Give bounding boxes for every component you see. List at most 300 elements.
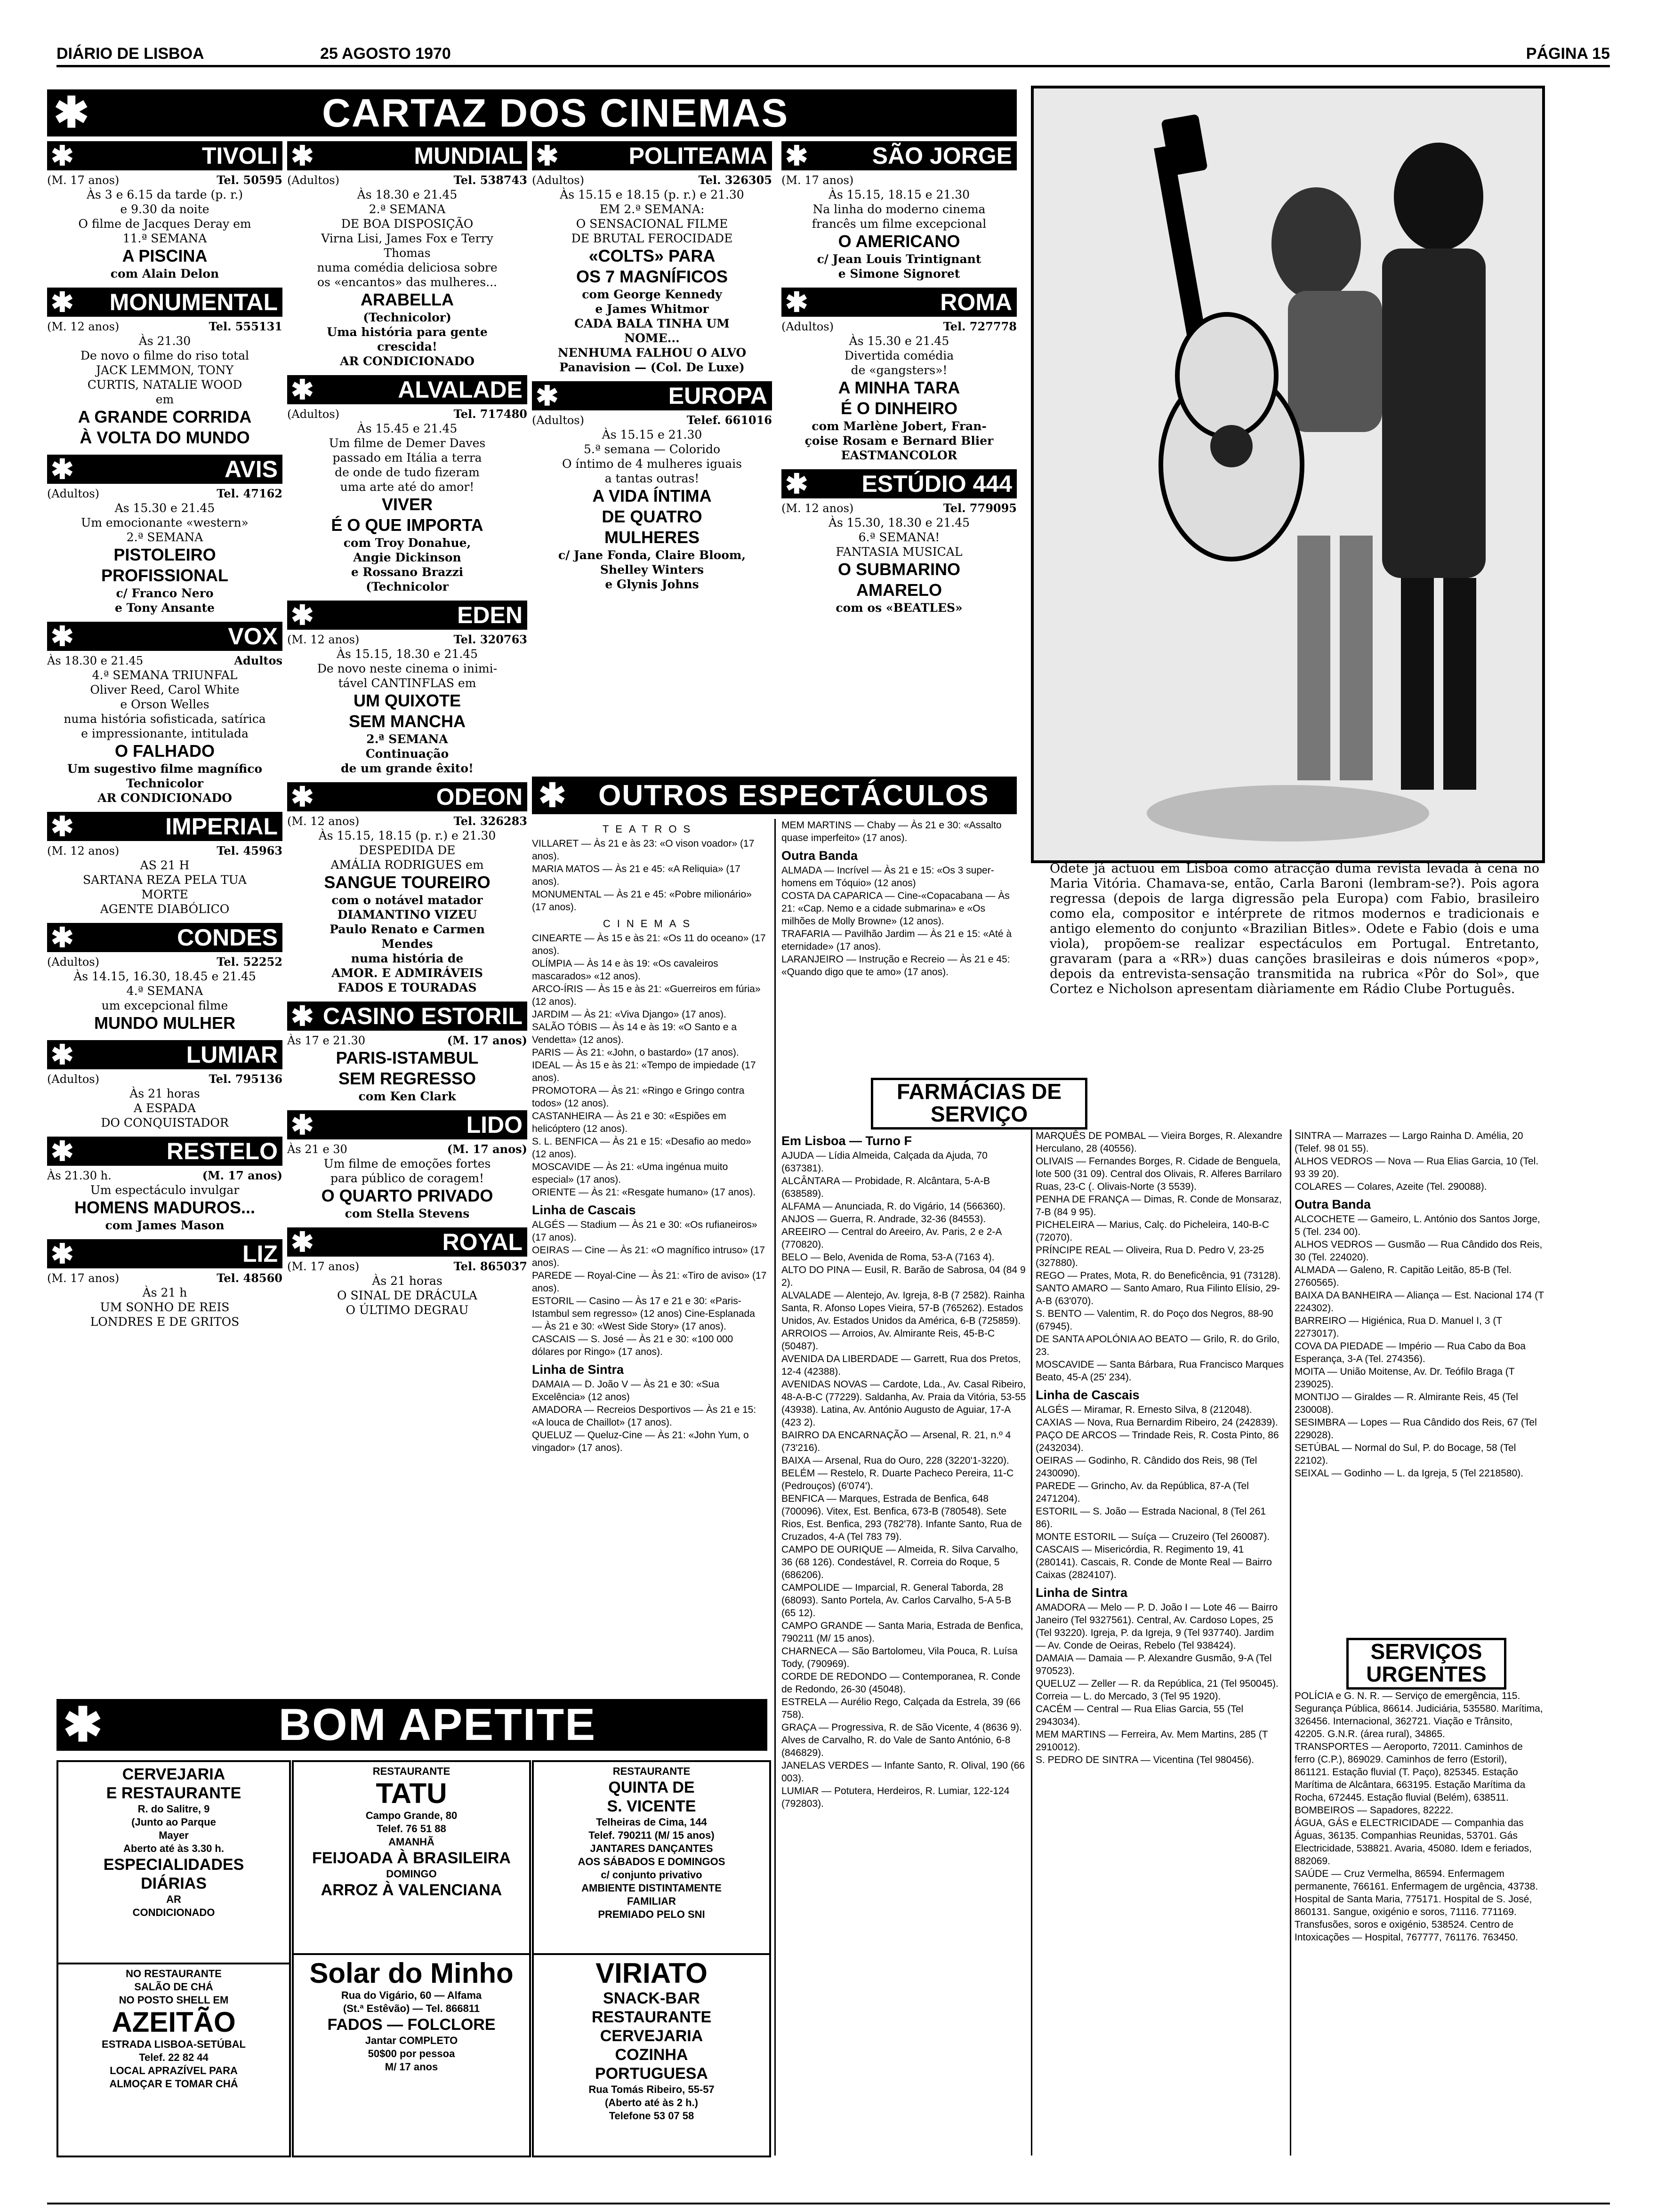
listing-credit: e Glynis Johns <box>605 577 699 591</box>
cinema-info-row <box>47 1169 282 1183</box>
ad-line: DOMINGO <box>386 1868 437 1880</box>
age-rating: (M. 12 anos) <box>287 633 360 646</box>
listing-credit: (Technicolor) <box>363 311 451 324</box>
listing-line: Às 21 horas <box>129 1087 200 1100</box>
listing-line: JACK LEMMON, TONY <box>96 363 234 377</box>
farmacia-entry: MEM MARTINS — Ferreira, Av. Mem Martins, 285 (T 2910012). <box>1036 1729 1268 1753</box>
farmacia-entry: BAIXA — Arsenal, Rua do Ouro, 228 (3220'1-3220). <box>781 1455 1009 1466</box>
ad-line: Telef. 22 82 44 <box>139 2052 209 2063</box>
cinema-listing <box>47 455 282 615</box>
farmacia-entry: REGO — Prates, Mota, R. do Beneficência, 91 (73128). <box>1036 1270 1281 1281</box>
servico-entry: BOMBEIROS — Sapadores, 82222. <box>1295 1805 1454 1816</box>
farmacia-entry: ESTORIL — S. João — Estrada Nacional, 8 (Tel 261 86). <box>1036 1506 1266 1530</box>
outra-banda-entry: ALMADA — Incrível — Às 21 e 15: «Os 3 super-homens em Tóquio» (12 anos) <box>781 865 994 889</box>
cinema-entry: S. L. BENFICA — Às 21 e 15: «Desafio ao medo» (12 anos). <box>532 1136 751 1160</box>
age-rating: (M. 12 anos) <box>287 815 360 828</box>
listing-credit: c/ Jane Fonda, Claire Bloom, <box>558 548 746 562</box>
age-rating: Às 17 e 21.30 <box>287 1034 365 1047</box>
bom-apetite-banner <box>56 1699 767 1751</box>
farmacia-entry: SINTRA — Marrazes — Largo Rainha D. Amélia, 20 (Telef. 98 01 55). <box>1295 1130 1523 1154</box>
cinema-entry: ORIENTE — Às 21: «Resgate humano» (17 anos). <box>532 1187 756 1198</box>
ad-line: FADOS — FOLCLORE <box>327 2016 496 2034</box>
listing-line: Às 15.15, 18.15 (p. r.) e 21.30 <box>318 829 496 842</box>
listing-line: e impressionante, intitulada <box>81 727 249 740</box>
ad-line: VIRIATO <box>595 1957 708 1989</box>
cinema-listing <box>781 141 1017 281</box>
ad-line: SNACK-BAR <box>603 1989 700 2007</box>
cinema-name: SÃO JORGE <box>872 143 1012 169</box>
farmacias-column-2 <box>1036 1130 1285 2156</box>
listing-line: AS 21 H <box>140 858 190 872</box>
listing-line: LONDRES E DE GRITOS <box>90 1315 240 1329</box>
cartaz-title: CARTAZ DOS CINEMAS <box>322 90 789 135</box>
listing-credit: NOME... <box>624 331 680 345</box>
listing-credit: de um grande êxito! <box>340 761 474 775</box>
phone-number: Tel. 326283 <box>453 814 527 828</box>
ad-line: 50$00 por pessoa <box>368 2048 455 2060</box>
listing-line: 11.ª SEMANA <box>122 232 207 245</box>
listing-line: O filme de Jacques Deray em <box>78 217 251 231</box>
cinema-header <box>47 141 282 170</box>
cinema-name: EUROPA <box>668 383 767 409</box>
asterisk-icon: ✱ <box>536 141 559 170</box>
listing-credit: com o notável matador <box>331 893 483 907</box>
cinema-name: ROYAL <box>442 1229 523 1255</box>
farmacia-entry: CAMPO GRANDE — Santa Maria, Estrada de Benfica, 790211 (M/ 15 anos). <box>781 1620 1023 1644</box>
listing-line: MORTE <box>141 888 188 901</box>
cinema-name: LIZ <box>242 1241 278 1267</box>
ad-line: Rua do Vigário, 60 — Alfama <box>341 1989 482 2001</box>
asterisk-icon: ✱ <box>291 601 314 630</box>
cinema-listing <box>287 1002 527 1104</box>
age-rating: (Adultos) <box>47 955 99 969</box>
cinema-header <box>47 923 282 952</box>
cinema-header <box>47 812 282 841</box>
cinema-info-row <box>781 173 1017 187</box>
farmacia-entry: MONTE ESTORIL — Suíça — Cruzeiro (Tel 260087). <box>1036 1531 1270 1542</box>
listing-line: Às 15.30, 18.30 e 21.45 <box>828 516 970 529</box>
teatros-heading: TEATROS <box>602 823 697 835</box>
asterisk-icon: ✱ <box>785 469 808 498</box>
ad-line: Jantar COMPLETO <box>365 2035 458 2046</box>
cinema-info-row <box>47 1271 282 1285</box>
farmacia-entry: SETÚBAL — Normal do Sul, P. do Bocage, 58 (Tel 22102). <box>1295 1443 1516 1466</box>
film-title: O AMERICANO <box>838 232 960 251</box>
listing-line: de «gangsters»! <box>851 363 948 377</box>
ad-line: ESPECIALIDADES <box>103 1856 244 1874</box>
farmacia-entry: PENHA DE FRANÇA — Dimas, R. Conde de Monsaraz, 7-B (84 9 95). <box>1036 1194 1282 1218</box>
farmacia-entry: ANJOS — Guerra, R. Andrade, 32-36 (84553). <box>781 1214 986 1225</box>
film-title: A GRANDE CORRIDA <box>78 407 252 426</box>
cinema-header <box>532 381 772 410</box>
listing-line: Oliver Reed, Carol White <box>90 683 240 697</box>
listing-line: Virna Lisi, James Fox e Terry <box>321 232 493 245</box>
cinema-listing <box>781 469 1017 615</box>
listing-credit: numa história de <box>351 952 464 965</box>
column-rule <box>1290 1130 1291 2156</box>
farmacia-entry: GRAÇA — Progressiva, R. de São Vicente, 4 (8636 9). Alves de Carvalho, R. do Vale de Santo António, 6-8 (846829). <box>781 1722 1022 1758</box>
farmacias-column-3 <box>1295 1130 1544 1610</box>
running-head <box>56 45 1610 64</box>
farmacia-entry: SESIMBRA — Lopes — Rua Cândido dos Reis, 67 (Tel 229028). <box>1295 1417 1537 1441</box>
farmacia-entry: S. PEDRO DE SINTRA — Vicentina (Tel 980456). <box>1036 1755 1255 1765</box>
ad-cervejaria <box>56 1760 291 1964</box>
ad-line: c/ conjunto privativo <box>601 1869 702 1881</box>
photo-illustration <box>1034 88 1542 860</box>
cinemas-heading: CINEMAS <box>603 918 697 930</box>
asterisk-icon: ✱ <box>539 777 566 814</box>
mem-martins-entry: MEM MARTINS — Chaby — Às 21 e 30: «Assalto quase imperfeito» (17 anos). <box>781 820 1002 843</box>
farmacia-entry: ESTRELA — Aurélio Rego, Calçada da Estrela, 39 (66 758). <box>781 1697 1021 1720</box>
cinema-listing <box>47 622 282 805</box>
cinema-header <box>47 288 282 317</box>
phone-number: Tel. 779095 <box>943 501 1017 515</box>
cinema-header <box>287 782 527 811</box>
cinema-name: EDEN <box>457 602 523 628</box>
cinema-header <box>287 141 527 170</box>
cinema-listing <box>287 601 527 776</box>
ad-line: (St.ª Estêvão) — Tel. 866811 <box>343 2003 480 2014</box>
outra-banda-entry: LARANJEIRO — Instrução e Recreio — Às 21 e 45: «Quando digo que te amo» (17 anos). <box>781 954 1010 978</box>
cinema-header <box>287 601 527 630</box>
farmacia-entry: PAÇO DE ARCOS — Trindade Reis, R. Costa Pinto, 86 (2432034). <box>1036 1430 1279 1453</box>
listing-credit: 2.ª SEMANA <box>366 732 448 746</box>
film-title: ARABELLA <box>361 290 454 309</box>
farmacia-entry: ALCÂNTARA — Probidade, R. Alcântara, 5-A-B (638589). <box>781 1176 990 1199</box>
cinema-listing <box>47 1040 282 1130</box>
farmacia-entry: SEIXAL — Godinho — L. da Igreja, 5 (Tel 2218580). <box>1295 1468 1524 1479</box>
cinema-name: CONDES <box>177 924 278 951</box>
cinema-name: RESTELO <box>166 1138 278 1164</box>
ad-line: FEIJOADA À BRASILEIRA <box>312 1849 511 1867</box>
farm-cascais-heading: Linha de Cascais <box>1036 1388 1140 1402</box>
age-rating: Às 21.30 h. <box>47 1169 112 1182</box>
farmacia-entry: MARQUÊS DE POMBAL — Vieira Borges, R. Alexandre Herculano, 28 (40556). <box>1036 1130 1283 1154</box>
film-title: PARIS-ISTAMBUL <box>336 1048 479 1067</box>
cinema-info-row <box>47 320 282 334</box>
age-rating: Às 18.30 e 21.45 <box>47 654 144 667</box>
listing-credit: NENHUMA FALHOU O ALVO <box>557 346 747 360</box>
asterisk-icon: ✱ <box>51 1040 74 1069</box>
farmacia-entry: AVENIDAS NOVAS — Cardote, Lda., Av. Casal Ribeiro, 48-A-B-C (77229). Saldanha, Av. Praia da Vitória, 53-55 (43938). Latina, Av. António Augusto de Aguiar, 17-A (423 2). <box>781 1379 1026 1428</box>
cinema-name: VOX <box>228 623 278 649</box>
listing-credit: e Simone Signoret <box>838 267 960 281</box>
ad-line: JANTARES DANÇANTES <box>590 1843 713 1854</box>
listing-credit: com os «BEATLES» <box>836 601 963 615</box>
cinema-listing <box>781 288 1017 463</box>
farmacia-entry: AMADORA — Melo — P. D. João I — Lote 46 — Bairro Janeiro (Tel 9327561). Central, Av. Cardoso Lopes, 25 (Tel 93220). Igreja, P. da Igreja, 9 (Tel 937740). Jardim — Av. Conde de Oeiras, Rebelo (Tel 938424). <box>1036 1602 1278 1651</box>
cinema-header <box>532 141 772 170</box>
listing-credit: Paulo Renato e Carmen <box>330 922 485 936</box>
ad-line: PORTUGUESA <box>595 2065 708 2083</box>
farmacia-entry: DE SANTA APOLÓNIA AO BEATO — Grilo, R. do Grilo, 23. <box>1036 1334 1280 1357</box>
asterisk-icon: ✱ <box>291 782 314 811</box>
servico-entry: TRANSPORTES — Aeroporto, 72011. Caminhos de ferro (C.P.), 869029. Caminhos de ferro (Estoril), 861121. Estação fluvial (T. Paço), 825345. Estação Marítima de Alcântara, 663195. Estação Marítima da Rocha, 672445. Estação fluvial (Belém), 638511. <box>1295 1741 1526 1803</box>
cinema-name: ROMA <box>940 289 1012 315</box>
listing-line: um excepcional filme <box>101 999 228 1012</box>
cinema-header <box>287 1227 527 1257</box>
cinema-listing <box>47 812 282 916</box>
servicos-column <box>1295 1690 1544 2151</box>
cinema-header <box>781 469 1017 498</box>
listing-line: EM 2.ª SEMANA: <box>599 202 705 216</box>
phone-number: Tel. 795136 <box>209 1072 282 1086</box>
cinema-listing <box>47 141 282 281</box>
farmacia-entry: ALHOS VEDROS — Nova — Rua Elias Garcia, 10 (Tel. 93 39 20). <box>1295 1156 1539 1179</box>
cinema-name: POLITEAMA <box>628 143 767 169</box>
servico-entry: POLÍCIA e G. N. R. — Serviço de emergência, 115. Segurança Pública, 86614. Judiciária, 535580. Marítima, 326456. Internacional, 362721. Viação e Trânsito, 42205. G.N.R. (área rural), 34865. <box>1295 1691 1543 1739</box>
listing-credit: (Technicolor <box>366 580 449 593</box>
ad-line: NO POSTO SHELL EM <box>119 1994 229 2006</box>
listing-line: Um filme de emoções fortes <box>323 1157 491 1170</box>
farmacia-entry: MOSCAVIDE — Santa Bárbara, Rua Francisco Marques Beato, 45-A (25' 234). <box>1036 1359 1284 1383</box>
film-title: A MINHA TARA <box>838 378 960 397</box>
farmacia-entry: BELÉM — Restelo, R. Duarte Pacheco Pereira, 11-C (Pedrouços) (6'074'). <box>781 1468 1014 1491</box>
sintra-entry: DAMAIA — D. João V — Às 21 e 30: «Sua Excelência» (12 anos) <box>532 1379 720 1403</box>
phone-number: (M. 17 anos) <box>202 1169 282 1182</box>
cinema-column-4 <box>781 141 1017 753</box>
teatro-entry: MONUMENTAL — Às 21 e 45: «Pobre milionário» (17 anos). <box>532 889 752 913</box>
cinema-listing <box>532 141 772 375</box>
cinema-name: TIVOLI <box>201 143 278 169</box>
listing-line: DO CONQUISTADOR <box>101 1116 229 1130</box>
asterisk-icon: ✱ <box>536 381 559 410</box>
listing-credit: CADA BALA TINHA UM <box>574 317 730 330</box>
ad-line: RESTAURANTE <box>612 1765 691 1777</box>
cascais-entry: PAREDE — Royal-Cine — Às 21: «Tiro de aviso» (17 anos). <box>532 1270 767 1294</box>
farmacia-entry: ARROIOS — Arroios, Av. Almirante Reis, 45-B-C (50487). <box>781 1328 995 1352</box>
listing-line: De novo o filme do riso total <box>80 349 249 362</box>
ad-solar-do-minho <box>292 1953 531 2157</box>
listing-credit: AR CONDICIONADO <box>97 791 232 805</box>
listing-line: Às 15.15 e 21.30 <box>602 428 702 441</box>
ad-quinta-sao-vicente <box>532 1760 771 1955</box>
ad-line: CONDICIONADO <box>132 1907 215 1918</box>
listing-line: Às 21.30 <box>138 334 191 348</box>
ad-line: Campo Grande, 80 <box>365 1810 458 1821</box>
age-rating: (Adultos) <box>532 174 584 187</box>
film-title: SEM REGRESSO <box>338 1069 476 1088</box>
age-rating: (M. 17 anos) <box>781 174 854 187</box>
paper-name: DIÁRIO DE LISBOA <box>56 45 204 63</box>
cinema-info-row <box>47 487 282 501</box>
listing-credit: com Ken Clark <box>358 1090 456 1103</box>
listing-line: a tantas outras! <box>604 472 700 485</box>
cinema-header <box>47 455 282 484</box>
listing-line: Às 15.15, 18.30 e 21.45 <box>336 647 478 661</box>
farm-sintra-heading: Linha de Sintra <box>1036 1586 1128 1600</box>
listing-line: Às 15.30 e 21.45 <box>849 334 949 348</box>
asterisk-icon: ✱ <box>291 1110 314 1139</box>
cinema-listing <box>47 288 282 448</box>
asterisk-icon: ✱ <box>51 141 74 170</box>
cinema-entry: CINEARTE — Às 15 e às 21: «Os 11 do oceano» (17 anos). <box>532 933 766 956</box>
cinema-header <box>47 622 282 651</box>
age-rating: (Adultos) <box>287 408 339 421</box>
listing-line: 5.ª semana — Colorido <box>583 442 721 456</box>
cinema-info-row <box>287 1034 527 1048</box>
cinema-info-row <box>532 173 772 187</box>
cinema-entry: CASTANHEIRA — Às 21 e 30: «Espiões em helicóptero (12 anos). <box>532 1111 726 1134</box>
cinema-header <box>287 375 527 404</box>
film-title: PROFISSIONAL <box>101 566 229 585</box>
cinema-listing <box>287 1110 527 1221</box>
listing-line: Às 18.30 e 21.45 <box>357 188 458 201</box>
cinema-name: MONUMENTAL <box>109 289 278 315</box>
film-title: O QUARTO PRIVADO <box>321 1186 493 1205</box>
ad-azeitao <box>56 1963 291 2157</box>
listing-line: francês um filme excepcional <box>812 217 987 231</box>
listing-credit: com Marlène Jobert, Fran- <box>812 419 987 433</box>
ad-line: CERVEJARIA <box>600 2027 703 2045</box>
asterisk-icon: ✱ <box>51 288 74 317</box>
listing-line: Às 21 horas <box>372 1274 442 1288</box>
phone-number: Tel. 727778 <box>943 320 1017 333</box>
cinema-info-row <box>287 1259 527 1274</box>
listing-credit: EASTMANCOLOR <box>841 449 957 462</box>
phone-number: Tel. 50595 <box>217 173 282 187</box>
servico-entry: ÁGUA, GÁS e ELECTRICIDADE — Companhia das Águas, 36135. Companhias Reunidas, 53701. Gás Electricidade, 538821. Avaria, 45080. Idem e feriados, 882069. <box>1295 1818 1532 1867</box>
listing-credit: com Troy Donahue, <box>343 536 471 550</box>
cinema-column-2 <box>287 141 527 1638</box>
ad-line: AOS SÁBADOS E DOMINGOS <box>578 1856 725 1867</box>
ad-line: Telefone 53 07 58 <box>609 2110 694 2122</box>
listing-line: Um filme de Demer Daves <box>329 436 486 450</box>
listing-credit: com Alain Delon <box>110 267 219 281</box>
ad-line: AR <box>166 1893 181 1905</box>
lisboa-turno-heading: Em Lisboa — Turno F <box>781 1134 912 1148</box>
phone-number: Tel. 320763 <box>453 633 527 646</box>
farmacia-entry: PAREDE — Grincho, Av. da República, 87-A (Tel 2471204). <box>1036 1481 1249 1504</box>
page-number: PÁGINA 15 <box>1526 45 1610 63</box>
linha-cascais-heading: Linha de Cascais <box>532 1203 636 1217</box>
phone-number: Tel. 555131 <box>209 320 282 333</box>
ad-line: RESTAURANTE <box>591 2008 712 2026</box>
farmacia-entry: CORDE DE REDONDO — Contemporanea, R. Conde de Redondo, 26-30 (45048). <box>781 1671 1021 1695</box>
cinema-name: ALVALADE <box>398 377 523 403</box>
cinema-listing <box>47 1239 282 1329</box>
listing-credit: com James Mason <box>105 1218 225 1232</box>
cascais-entry: CASCAIS — S. José — Às 21 e 30: «100 000 dólares por Ringo» (17 anos). <box>532 1334 733 1357</box>
farmacia-entry: BAIRRO DA ENCARNAÇÃO — Arsenal, R. 21, n.º 4 (73'216). <box>781 1430 1011 1453</box>
farmacia-entry: CAMPOLIDE — Imparcial, R. General Taborda, 28 (68093). Santo Portela, Av. Carlos Carvalho, 5-A 5-B (65 12). <box>781 1582 1012 1619</box>
film-title: O FALHADO <box>115 741 215 761</box>
farmacia-entry: ALFAMA — Anunciada, R. do Vigário, 14 (566360). <box>781 1201 1005 1212</box>
listing-line: de onde de tudo fizeram <box>335 465 480 479</box>
farmacia-entry: OLIVAIS — Fernandes Borges, R. Cidade de Benguela, lote 500 (31 09). Central dos Olivais, R. Alferes Barrilaro Ruas, 23-C (. Olivais-Norte (3 5539). <box>1036 1156 1282 1192</box>
listing-line: DE BOA DISPOSIÇÃO <box>341 217 474 231</box>
age-rating: (M. 12 anos) <box>47 320 120 333</box>
photo-odete-fabio <box>1031 86 1545 863</box>
farmacia-entry: PICHELEIRA — Marius, Calç. do Picheleira, 140-B-C (72070). <box>1036 1219 1270 1243</box>
cinema-info-row <box>287 407 527 421</box>
cinema-name: ODEON <box>436 784 523 810</box>
cinema-name: ESTÚDIO 444 <box>861 471 1012 497</box>
cinema-listing <box>287 141 527 369</box>
sintra-entry: AMADORA — Recreios Desportivos — Às 21 e 15: «A louca de Chaillot» (17 anos). <box>532 1404 756 1428</box>
film-title: A VIDA ÍNTIMA <box>592 486 712 505</box>
ad-line: Solar do Minho <box>309 1957 514 1989</box>
film-title: É O QUE IMPORTA <box>331 515 483 535</box>
asterisk-icon: ✱ <box>785 288 808 317</box>
listing-line: 4.ª SEMANA TRIUNFAL <box>92 668 238 682</box>
ad-line: Aberto até às 3.30 h. <box>123 1843 224 1854</box>
listing-line: Divertida comédia <box>844 349 954 362</box>
ad-line: COZINHA <box>615 2046 688 2064</box>
listing-line: passado em Itália a terra <box>332 451 482 465</box>
listing-line: Às 15.45 e 21.45 <box>357 422 458 435</box>
ad-line: ESTRADA LISBOA-SETÚBAL <box>102 2038 246 2050</box>
listing-line: 2.ª SEMANA <box>369 202 446 216</box>
farmacia-entry: ALMADA — Galeno, R. Capitão Leitão, 85-B (Tel. 2760565). <box>1295 1265 1512 1288</box>
listing-line: Às 3 e 6.15 da tarde (p. r.) <box>86 188 243 201</box>
ad-line: ARROZ À VALENCIANA <box>321 1881 502 1899</box>
listing-credit: c/ Franco Nero <box>116 586 214 600</box>
age-rating: (Adultos) <box>47 1073 99 1086</box>
cascais-entry: ESTORIL — Casino — Às 17 e 21 e 30: «Paris-Istambul sem regresso» (12 anos) Cine-Esplanada — Às 21 e 30: «West Side Story» (17 anos). <box>532 1296 755 1332</box>
ad-line: PREMIADO PELO SNI <box>598 1908 705 1920</box>
listing-line: AMÁLIA RODRIGUES em <box>330 858 484 872</box>
cinema-name: LUMIAR <box>186 1042 278 1068</box>
listing-line: DESPEDIDA DE <box>359 843 456 857</box>
farmacia-entry: ALCOCHETE — Gameiro, L. António dos Santos Jorge, 5 (Tel. 234 00). <box>1295 1214 1540 1237</box>
ad-line: TATU <box>376 1778 447 1809</box>
cinema-entry: PARIS — Às 21: «John, o bastardo» (17 anos). <box>532 1047 739 1058</box>
listing-line: Um espectáculo invulgar <box>90 1183 240 1197</box>
outra-banda-entry: COSTA DA CAPARICA — Cine-«Copacabana — Às 21: «Cap. Nemo e a cidade submarina» e «Os milhões de Molly Browne» (12 anos). <box>781 890 1010 927</box>
age-rating: (Adultos) <box>47 487 99 500</box>
listing-line: e 9.30 da noite <box>120 202 209 216</box>
listing-credit: c/ Jean Louis Trintignant <box>817 252 981 266</box>
phone-number: Tel. 717480 <box>453 407 527 421</box>
phone-number: Adultos <box>234 654 282 667</box>
cinema-header <box>47 1040 282 1069</box>
farmacia-entry: ALVALADE — Alentejo, Av. Igreja, 8-B (7 2582). Rainha Santa, R. Afonso Lopes Vieira, 57-B (765262). Estados Unidos, Av. Estados Unidos da América, 6-B (725859). <box>781 1290 1025 1326</box>
cinema-listing <box>287 375 527 594</box>
cinema-name: AVIS <box>225 456 278 482</box>
listing-line: O SINAL DE DRÁCULA <box>337 1289 477 1302</box>
cinema-name: IMPERIAL <box>165 813 278 840</box>
cinema-column-1 <box>47 141 282 1638</box>
asterisk-icon: ✱ <box>51 923 74 952</box>
film-title: SANGUE TOUREIRO <box>324 873 491 892</box>
farmacia-entry: CAMPO DE OURIQUE — Almeida, R. Silva Carvalho, 36 (68 126). Condestável, R. Correia do Roque, 5 (686206). <box>781 1544 1018 1580</box>
farmacia-entry: COLARES — Colares, Azeite (Tel. 290088). <box>1295 1181 1487 1192</box>
ad-line: Telef. 76 51 88 <box>377 1823 446 1835</box>
listing-credit: e James Whitmor <box>595 302 709 316</box>
film-title: PISTOLEIRO <box>113 545 216 564</box>
ad-line: E RESTAURANTE <box>106 1784 241 1802</box>
ad-line: AMBIENTE DISTINTAMENTE <box>581 1882 722 1894</box>
listing-line: Na linha do moderno cinema <box>812 202 986 216</box>
listing-line: Às 15.15 e 18.15 (p. r.) e 21.30 <box>560 188 744 201</box>
listing-line: O ÚLTIMO DEGRAU <box>346 1303 469 1317</box>
outros-column-right <box>781 819 1017 1073</box>
listing-credit: çoise Rosam e Bernard Blier <box>804 434 994 448</box>
outra-banda-entry: TRAFARIA — Pavilhão Jardim — Às 21 e 15: «Até à eternidade» (17 anos). <box>781 929 1012 952</box>
film-title: OS 7 MAGNÍFICOS <box>576 267 728 286</box>
listing-line: UM SONHO DE REIS <box>100 1300 230 1314</box>
listing-credit: Mendes <box>381 937 433 951</box>
cinema-info-row <box>781 320 1017 334</box>
asterisk-icon: ✱ <box>291 141 314 170</box>
listing-line: CURTIS, NATALIE WOOD <box>87 378 242 392</box>
cinema-info-row <box>781 501 1017 515</box>
film-title: É O DINHEIRO <box>840 399 958 418</box>
ad-line: (Junto ao Parque <box>131 1816 216 1828</box>
listing-line: em <box>155 393 174 406</box>
farmacia-entry: JANELAS VERDES — Infante Santo, R. Olival, 190 (66 003). <box>781 1760 1025 1784</box>
